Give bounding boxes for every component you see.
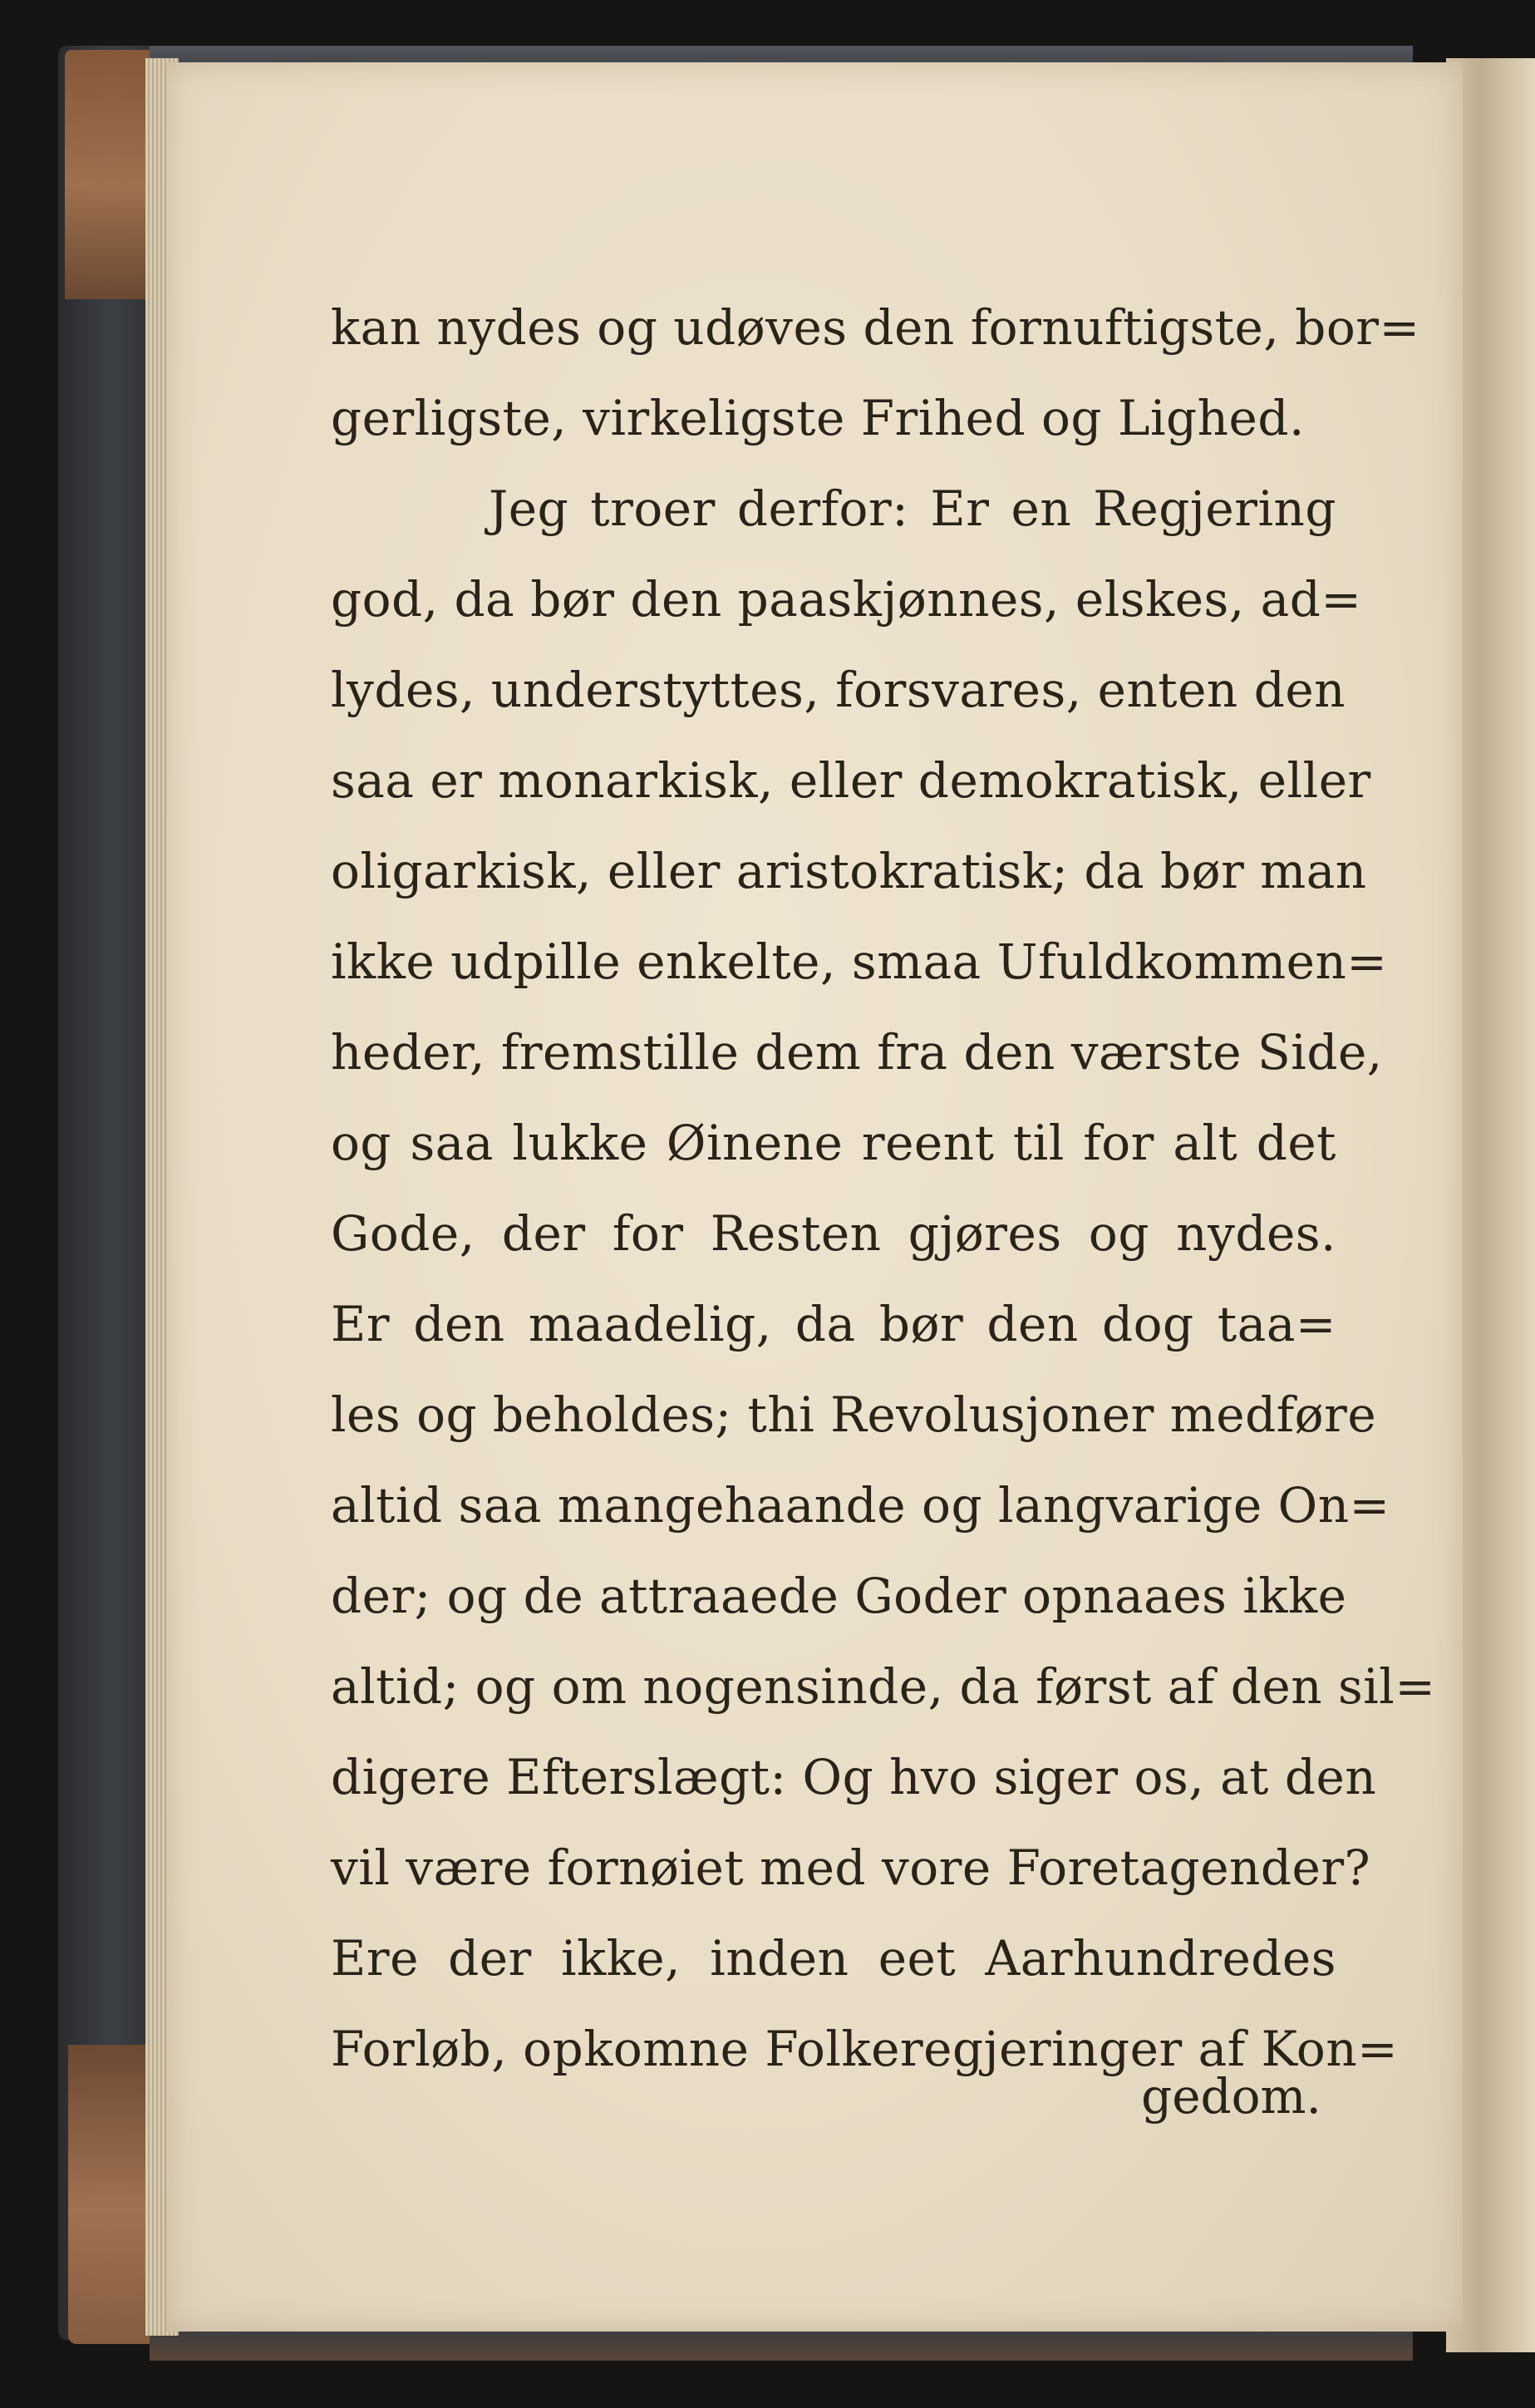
- catchword: gedom.: [1141, 2068, 1321, 2125]
- text-line: digere Efterslægt: Og hvo siger os, at den: [331, 1749, 1377, 1805]
- text-line: saa er monarkisk, eller demokratisk, eller: [331, 752, 1371, 809]
- page-text: [331, 283, 1436, 2095]
- text-line: lydes, understyttes, forsvares, enten den: [331, 662, 1346, 718]
- text-line: Er den maadelig, da bør den dog taa=: [331, 1296, 1336, 1352]
- text-line: kan nydes og udøves den fornuftigste, bor=: [331, 299, 1420, 356]
- text-line: Ere der ikke, inden eet Aarhundredes: [331, 1930, 1336, 1987]
- text-line: og saa lukke Øinene reent til for alt det: [331, 1115, 1336, 1171]
- text-line: les og beholdes; thi Revolusjoner medføre: [331, 1386, 1377, 1443]
- text-line: Forløb, opkomne Folkeregjeringer af Kon=: [331, 2021, 1399, 2077]
- text-line: altid saa mangehaande og langvarige On=: [331, 1477, 1390, 1534]
- text-line: der; og de attraaede Goder opnaaes ikke: [331, 1568, 1347, 1624]
- text-line: Jeg troer derfor: Er en Regjering: [489, 480, 1336, 537]
- text-line: heder, fremstille dem fra den værste Side,: [331, 1024, 1383, 1081]
- text-line: ikke udpille enkelte, smaa Ufuldkommen=: [331, 933, 1388, 990]
- text-line: god, da bør den paaskjønnes, elskes, ad=: [331, 571, 1362, 628]
- text-line: Gode, der for Resten gjøres og nydes.: [331, 1205, 1336, 1262]
- text-line: gerligste, virkeligste Frihed og Lighed.: [331, 390, 1305, 446]
- cover-board-bottom: [150, 2327, 1413, 2361]
- text-line: vil være fornøiet med vore Foretagender?: [331, 1839, 1371, 1896]
- text-line: oligarkisk, eller aristokratisk; da bør man: [331, 843, 1367, 899]
- text-line: altid; og om nogensinde, da først af den sil=: [331, 1658, 1436, 1715]
